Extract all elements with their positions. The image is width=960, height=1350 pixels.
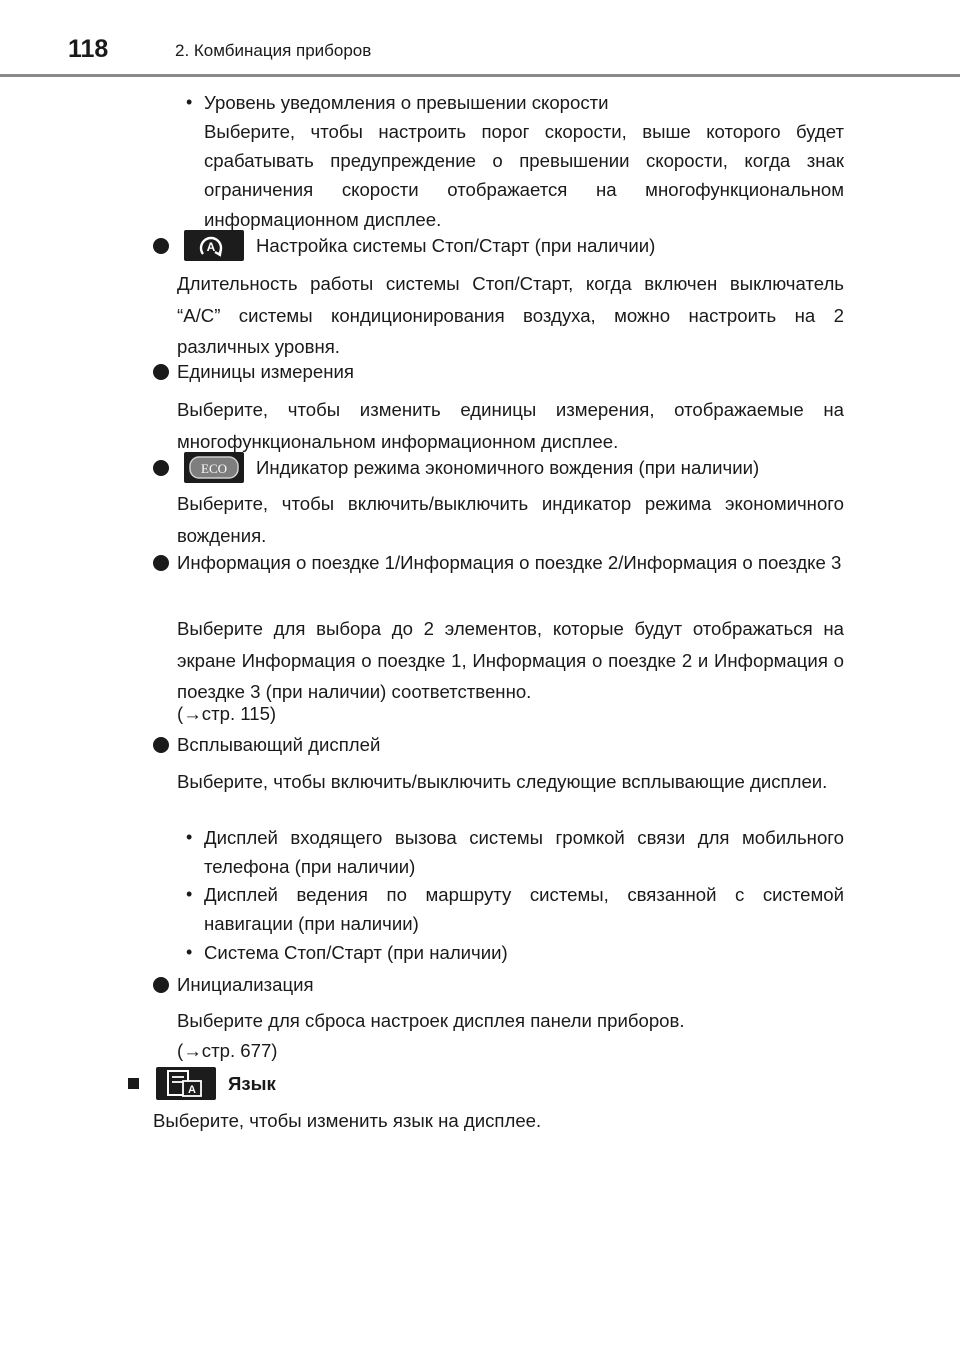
sub-bullet-mark: • [186, 884, 193, 904]
eco-indicator-icon [184, 452, 244, 483]
stop-start-text: Длительность работы системы Стоп/Старт, когда включен выключатель “A/C” системы кондиционирования воздуха, можно настроить на 2 различных уровня. [177, 273, 844, 357]
reset-title: Инициализация [177, 974, 314, 995]
stop-start-title: Настройка системы Стоп/Старт (при наличии) [256, 235, 656, 256]
speed-notice-text: Выберите, чтобы настроить порог скорости, выше которого будет срабатывать предупреждение о превышении скорости, когда знак ограничения скорости отображается на многофункциональном информационном дисплее. [204, 121, 844, 230]
eco-title: Индикатор режима экономичного вождения (при наличии) [256, 457, 760, 478]
trip-info-title: Информация о поездке 1/Информация о поездке 2/Информация о поездке 3 [177, 552, 842, 573]
bullet-icon [153, 364, 169, 380]
svg-text:A: A [206, 240, 216, 254]
language-text: Выберите, чтобы изменить язык на дисплее. [153, 1110, 542, 1131]
popup-text: Выберите, чтобы включить/выключить следующие всплывающие дисплеи. [177, 771, 828, 792]
bullet-icon [153, 555, 169, 571]
units-title: Единицы измерения [177, 361, 354, 382]
sub-bullet-mark: • [186, 92, 193, 112]
sub-bullet-mark: • [186, 942, 193, 962]
bullet-icon [153, 977, 169, 993]
svg-text:A: A [188, 1084, 196, 1096]
eco-text: Выберите, чтобы включить/выключить индикатор режима экономичного вождения. [177, 493, 844, 546]
reset-page-ref: (→стр. 677) [177, 1040, 278, 1061]
popup-item: Дисплей входящего вызова системы громкой связи для мобильного телефона (при наличии) [204, 827, 844, 878]
popup-title: Всплывающий дисплей [177, 734, 381, 755]
square-bullet-icon [128, 1078, 139, 1089]
language-title: Язык [228, 1073, 276, 1094]
auto-stop-start-icon [184, 230, 244, 261]
trip-info-text: Выберите для выбора до 2 элементов, которые будут отображаться на экране Информация о поездке 1, Информация о поездке 2 и Информация о поездке 3 (при наличии) соответственно. [177, 618, 844, 702]
page-number: 118 [68, 35, 109, 63]
popup-item: Дисплей ведения по маршруту системы, связанной с системой навигации (при наличии) [204, 884, 844, 935]
header-divider [0, 74, 960, 77]
trip-info-page-ref: (→стр. 115) [177, 703, 277, 724]
popup-item: Система Стоп/Старт (при наличии) [204, 942, 508, 963]
speed-notice-title: Уровень уведомления о превышении скорости [204, 92, 609, 113]
language-settings-icon [156, 1067, 216, 1100]
sub-bullet-mark: • [186, 827, 193, 847]
svg-text:ECO: ECO [201, 461, 227, 476]
bullet-icon [153, 460, 169, 476]
units-text: Выберите, чтобы изменить единицы измерения, отображаемые на многофункциональном информационном дисплее. [177, 399, 844, 452]
reset-text: Выберите для сброса настроек дисплея панели приборов. [177, 1010, 685, 1031]
bullet-icon [153, 737, 169, 753]
bullet-icon [153, 238, 169, 254]
chapter-title: 2. Комбинация приборов [175, 41, 372, 60]
page-header [0, 0, 960, 80]
